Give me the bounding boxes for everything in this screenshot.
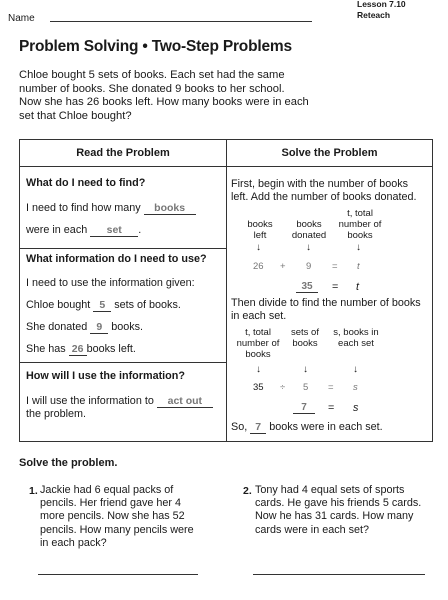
reteach-label: Reteach: [357, 10, 391, 20]
equation-variable: t: [356, 281, 359, 293]
answer-blank-sets[interactable]: 5: [93, 300, 111, 312]
label-books-each-set: s, books in each set: [333, 327, 379, 349]
lesson-number: Lesson 7.10: [357, 0, 406, 9]
divide-sign: ÷: [280, 382, 286, 393]
label-books-left: books left: [247, 219, 273, 241]
info-line-3: [26, 321, 143, 334]
problem-text: Tony had 4 equal sets of sports cards. He gave his friends 5 cards. Now he has 31 cards. How many cards were in each set?: [255, 484, 422, 536]
conclusion-prefix: So,: [231, 421, 248, 433]
info-line-3-end: books.: [111, 321, 144, 333]
intro-paragraph: Chloe bought 5 sets of books. Each set had the same number of books. She donated 9 books to her school. Now she has 26 books left. How many books were in each set that Chloe bought?: [19, 69, 309, 122]
lesson-label: [357, 0, 406, 21]
down-arrow-icon: ↓: [256, 364, 261, 375]
answer-line[interactable]: [38, 574, 198, 575]
equals-sign: =: [332, 261, 338, 272]
find-line-2: [26, 224, 141, 237]
equals-sign: =: [332, 281, 339, 293]
read-problem-header: Read the Problem: [76, 147, 170, 159]
find-line-2-text: were in each: [26, 224, 88, 236]
equation-variable: t: [357, 261, 360, 272]
down-arrow-icon: ↓: [353, 364, 358, 375]
name-field-line[interactable]: [50, 21, 312, 22]
section-divider: [20, 362, 226, 363]
answer-blank-books[interactable]: books: [144, 203, 196, 215]
conclusion-text: books were in each set.: [269, 421, 383, 433]
solve-step-1: First, begin with the number of books left. Add the number of books donated.: [231, 178, 417, 203]
equation-value: 9: [306, 261, 312, 272]
equation-value: 26: [253, 261, 264, 272]
answer-blank-left[interactable]: 26: [69, 344, 87, 356]
down-arrow-icon: ↓: [256, 242, 261, 253]
info-line-2-end: sets of books.: [114, 299, 181, 311]
info-line-2: [26, 299, 181, 312]
down-arrow-icon: ↓: [306, 242, 311, 253]
header-divider: [20, 166, 432, 167]
answer-blank-act-out[interactable]: act out: [157, 396, 213, 408]
column-divider: [226, 140, 227, 441]
answer-blank-final[interactable]: 7: [250, 422, 266, 434]
info-line-4: [26, 343, 136, 356]
how-line: [26, 395, 222, 421]
down-arrow-icon: ↓: [303, 364, 308, 375]
answer-blank-quotient[interactable]: 7: [293, 402, 315, 414]
how-line-end: the problem.: [26, 408, 87, 420]
equation-variable: s: [353, 382, 358, 393]
info-line-2-text: Chloe bought: [26, 299, 91, 311]
solve-problem-header: Solve the Problem: [281, 147, 378, 159]
solve-heading: Solve the problem.: [19, 457, 118, 469]
page-title: Problem Solving • Two-Step Problems: [19, 38, 292, 55]
name-label: Name: [8, 13, 35, 24]
info-line-4-end: books left.: [86, 343, 136, 355]
answer-blank-donated[interactable]: 9: [90, 322, 108, 334]
label-total-books: t, total number of books: [338, 208, 382, 241]
equals-sign: =: [328, 382, 334, 393]
equation-variable: s: [353, 402, 359, 414]
plus-sign: +: [280, 261, 286, 272]
problem-number: 1.: [29, 485, 38, 497]
problem-text: Jackie had 6 equal packs of pencils. Her friend gave her 4 more pencils. Now she has 52 pencils. How many pencils were in each pack?: [40, 484, 194, 549]
solve-step-2: Then divide to find the number of books in each set.: [231, 297, 421, 322]
info-line-1: I need to use the information given:: [26, 277, 195, 289]
label-sets-of-books: sets of books: [291, 327, 319, 349]
how-line-text: I will use the information to: [26, 395, 154, 407]
section-divider: [20, 248, 226, 249]
label-books-donated: books donated: [291, 219, 327, 241]
find-line-1-text: I need to find how many: [26, 202, 141, 214]
find-line-1: [26, 202, 196, 215]
equation-value: 5: [303, 382, 309, 393]
answer-line[interactable]: [253, 574, 425, 575]
info-line-3-text: She donated: [26, 321, 88, 333]
equals-sign: =: [328, 402, 335, 414]
problem-number: 2.: [243, 485, 252, 497]
problem-table: [19, 139, 433, 442]
label-total-books: t, total number of books: [236, 327, 280, 360]
answer-blank-set[interactable]: set: [90, 225, 138, 237]
find-line-2-end: .: [138, 224, 142, 236]
equation-value: 35: [253, 382, 264, 393]
conclusion-line: [231, 421, 383, 434]
down-arrow-icon: ↓: [356, 242, 361, 253]
info-heading: What information do I need to use?: [26, 253, 207, 265]
how-heading: How will I use the information?: [26, 370, 185, 382]
answer-blank-total[interactable]: 35: [296, 281, 318, 293]
info-line-4-text: She has: [26, 343, 66, 355]
find-heading: What do I need to find?: [26, 177, 146, 189]
